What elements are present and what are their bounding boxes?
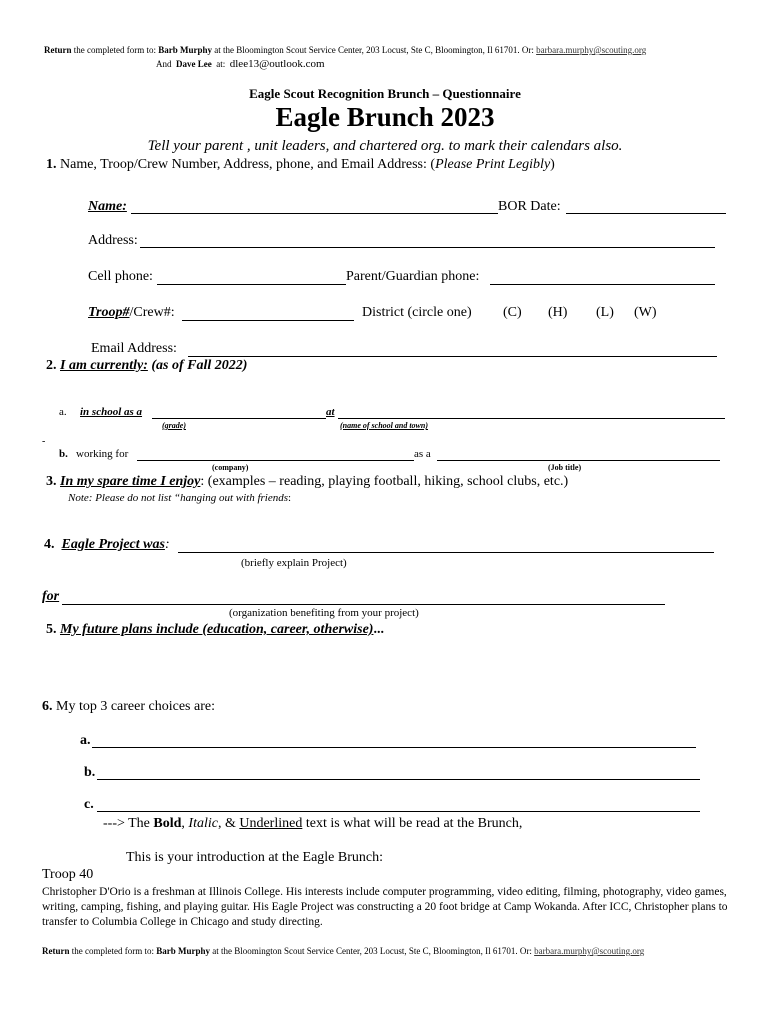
organization-input-line[interactable] [62,604,665,605]
email-2[interactable]: dlee13@outlook.com [229,58,325,70]
tagline: Tell your parent , unit leaders, and chartered org. to mark their calendars also. [147,138,623,154]
grade-caption: (grade) [162,421,186,430]
q5-number: 5. [46,622,57,637]
separator-1: , [181,816,189,831]
district-option-h[interactable]: (H) [548,305,568,320]
question-6 [42,699,215,715]
header-line-2 [156,58,325,70]
read-instructions [103,816,522,832]
for-caption: (organization benefiting from your project) [229,607,419,619]
header-text: the completed form to: [71,45,159,55]
crew-label: /Crew#: [129,305,175,320]
italic-word: Italic [188,816,218,831]
instructions-rest: text is what will be read at the Brunch, [302,816,523,831]
project-input-line[interactable] [178,552,714,553]
q2-text: I am currently: [60,358,148,373]
q2-b-as: as a [414,448,431,460]
stray-dash: - [42,436,46,447]
subtitle: Eagle Scout Recognition Brunch – Questionnaire [249,86,521,101]
q4-colon: : [164,537,170,552]
at-label: at: [216,59,226,69]
q4-number: 4. [44,537,55,552]
footer-contact: Barb Murphy [156,946,210,956]
q2-b-marker: b. [59,448,68,460]
q3-note [68,492,291,504]
q6-number: 6. [42,699,53,714]
separator-2: , & [217,816,240,831]
q1-hint: Please Print Legibly [435,157,551,172]
bold-word: Bold [153,816,182,831]
career-choice-a-label: a. [80,733,91,748]
q2-a-marker: a. [59,406,67,418]
and-label: And [156,59,172,69]
career-choice-c-input[interactable] [97,811,700,812]
for-label: for [42,589,60,604]
email-label: Email Address: [91,341,177,356]
bor-date-input-line[interactable] [566,213,726,214]
address-label: Address: [88,233,138,248]
question-2 [46,358,247,374]
q3-number: 3. [46,474,57,489]
footer [42,946,644,956]
header-address: at the Bloomington Scout Service Center, 203 Locust, Ste C, Bloomington, Il 61701. Or: [212,45,537,55]
q1-text: Name, Troop/Crew Number, Address, phone, and Email Address: ( [56,157,436,172]
name-label: Name: [88,199,127,214]
contact-name: Barb Murphy [158,45,212,55]
return-label: Return [44,45,72,55]
q5-ellipsis: ... [373,622,384,637]
q4-text: Eagle Project was [61,537,165,552]
district-option-w[interactable]: (W) [634,305,657,320]
footer-return-label: Return [42,946,70,956]
career-choice-c-label: c. [84,797,94,812]
q3-rest: : (examples – reading, playing football, hiking, school clubs, etc.) [200,474,569,489]
footer-text: the completed form to: [69,946,157,956]
q2-a-at: at [326,406,335,418]
career-choice-b-label: b. [84,765,96,780]
footer-address: at the Bloomington Scout Service Center, 203 Locust, Ste C, Bloomington, Il 61701. Or: [210,946,535,956]
intro-text: This is your introduction at the Eagle Brunch: [126,850,384,865]
school-caption: (name of school and town) [340,421,429,430]
q2-paren: (as of Fall 2022) [147,358,248,373]
company-caption: (company) [212,463,249,472]
email-input-line[interactable] [188,356,717,357]
career-choice-b-input[interactable] [97,779,700,780]
q2-a-text: in school as a [80,406,143,418]
q6-text: My top 3 career choices are: [52,699,215,714]
job-caption: (Job title) [548,463,582,472]
troop-input-line[interactable] [182,320,354,321]
example-paragraph: Christopher D'Orio is a freshman at Illinois College. His interests include computer programming, video editing, filming, photography, video games, writing, camping, fishing, and playing guitar. His Eagle Project was constructing a 20 foot bridge at Camp Wokanda. After ICC, Christopher plans to transfer to Columbia College in Chicago and study directing. [42,886,728,928]
name-input-line[interactable] [131,213,498,214]
q3-note-end: : [288,492,292,504]
parent-phone-label: Parent/Guardian phone: [346,269,480,284]
page-title: Eagle Brunch 2023 [275,102,495,132]
footer-email-link[interactable]: barbara.murphy@scouting.org [534,946,645,956]
parent-phone-input-line[interactable] [490,284,715,285]
district-label: District (circle one) [362,305,472,320]
underlined-word: Underlined [239,816,303,831]
question-5 [46,622,384,638]
grade-input-line[interactable] [152,418,326,419]
job-title-input-line[interactable] [437,460,720,461]
troop-label: Troop# [88,305,130,320]
q5-text: My future plans include (education, career, otherwise) [60,622,374,637]
troop-crew-label [88,305,175,321]
email-link[interactable]: barbara.murphy@scouting.org [536,45,647,55]
q3-text: In my spare time I enjoy [60,474,201,489]
q1-close: ) [550,157,555,172]
header-line-1 [44,45,646,55]
q2-number: 2. [46,358,57,373]
q2-b-text: working for [76,448,129,460]
question-3 [46,474,568,490]
arrow-text: ---> The [103,816,154,831]
question-1 [46,157,555,173]
district-option-l[interactable]: (L) [596,305,614,320]
example-troop: Troop 40 [42,867,94,882]
bor-date-label: BOR Date: [498,199,561,214]
cell-phone-label: Cell phone: [88,269,153,284]
contact-name-2: Dave Lee [176,59,212,69]
district-option-c[interactable]: (C) [503,305,522,320]
q3-note-text: Note: Please do not list “hanging out with friends [68,492,288,504]
question-4 [44,537,170,553]
cell-phone-input-line[interactable] [157,284,346,285]
school-input-line[interactable] [338,418,725,419]
q4-caption: (briefly explain Project) [241,557,347,569]
company-input-line[interactable] [137,460,414,461]
address-input-line[interactable] [140,247,715,248]
q1-number: 1. [46,157,57,172]
career-choice-a-input[interactable] [92,747,696,748]
